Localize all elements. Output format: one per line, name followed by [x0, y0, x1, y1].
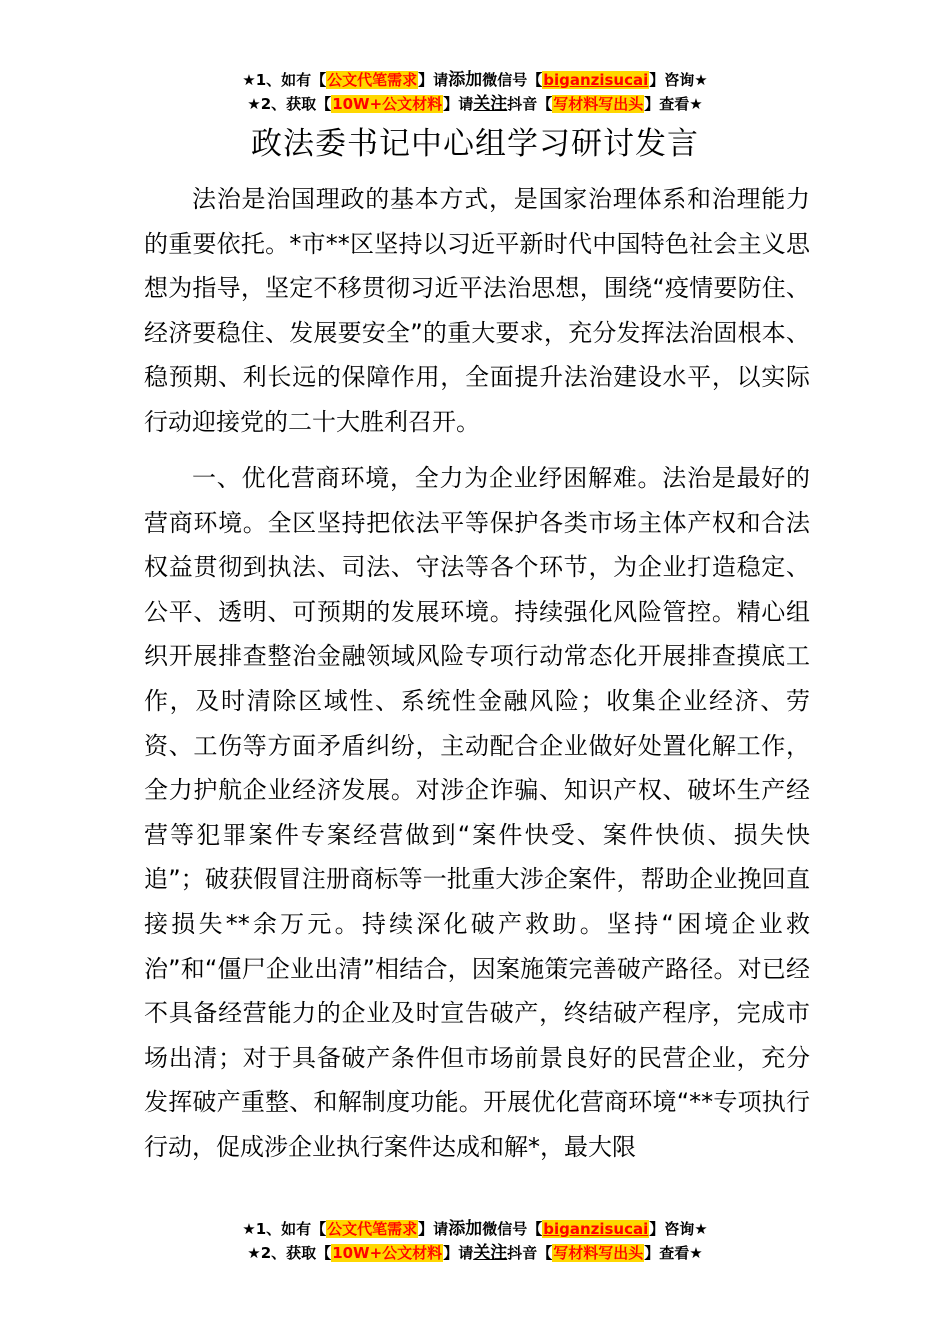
promo-highlight-service: 公文代笔需求	[327, 71, 418, 89]
douyin-account[interactable]: 写材料写出头	[553, 1244, 644, 1262]
promo-line-2: ★2、获取【10W+公文材料】请关注抖音【写材料写出头】查看★	[247, 94, 703, 114]
promo-line-2: ★2、获取【10W+公文材料】请关注抖音【写材料写出头】查看★	[247, 1243, 703, 1263]
footer-promo-banner	[0, 1217, 950, 1265]
paragraph-section-one: 一、优化营商环境，全力为企业纾困解难。法治是最好的营商环境。全区坚持把依法平等保护各类市场主体产权和合法权益贯彻到执法、司法、守法等各个环节，为企业打造稳定、公平、透明、可预期的发展环境。持续强化风险管控。精心组织开展排查整治金融领域风险专项行动常态化开展排查摸底工作，及时清除区域性、系统性金融风险；收集企业经济、劳资、工伤等方面矛盾纠纷，主动配合企业做好处置化解工作，全力护航企业经济发展。对涉企诈骗、知识产权、破坏生产经营等犯罪案件专案经营做到“案件快受、案件快侦、损失快追”；破获假冒注册商标等一批重大涉企案件，帮助企业挽回直接损失**余万元。持续深化破产救助。坚持“困境企业救治”和“僵尸企业出清”相结合，因案施策完善破产路径。对已经不具备经营能力的企业及时宣告破产，终结破产程序，完成市场出清；对于具备破产条件但市场前景良好的民营企业，充分发挥破产重整、和解制度功能。开展优化营商环境“**专项执行行动，促成涉企业执行案件达成和解*，最大限	[144, 464, 810, 1161]
promo-line-1: ★1、如有【公文代笔需求】请添加微信号【biganzisucai】咨询★	[242, 1219, 708, 1239]
promo-line-1: ★1、如有【公文代笔需求】请添加微信号【biganzisucai】咨询★	[242, 70, 708, 90]
paragraph-intro: 法治是治国理政的基本方式，是国家治理体系和治理能力的重要依托。*市**区坚持以习近平新时代中国特色社会主义思想为指导，坚定不移贯彻习近平法治思想，围绕“疫情要防住、经济要稳住、发展要安全”的重大要求，充分发挥法治固根本、稳预期、利长远的保障作用，全面提升法治建设水平，以实际行动迎接党的二十大胜利召开。	[144, 185, 810, 436]
wechat-id[interactable]: biganzisucai	[543, 71, 649, 89]
douyin-account[interactable]: 写材料写出头	[553, 95, 644, 113]
wechat-id[interactable]: biganzisucai	[543, 1220, 649, 1238]
promo-highlight-service: 公文代笔需求	[327, 1220, 418, 1238]
promo-highlight-materials: 10W+公文材料	[332, 95, 443, 113]
promo-highlight-materials: 10W+公文材料	[332, 1244, 443, 1262]
document-title: 政法委书记中心组学习研讨发言	[251, 126, 699, 162]
header-promo-banner	[0, 68, 950, 116]
